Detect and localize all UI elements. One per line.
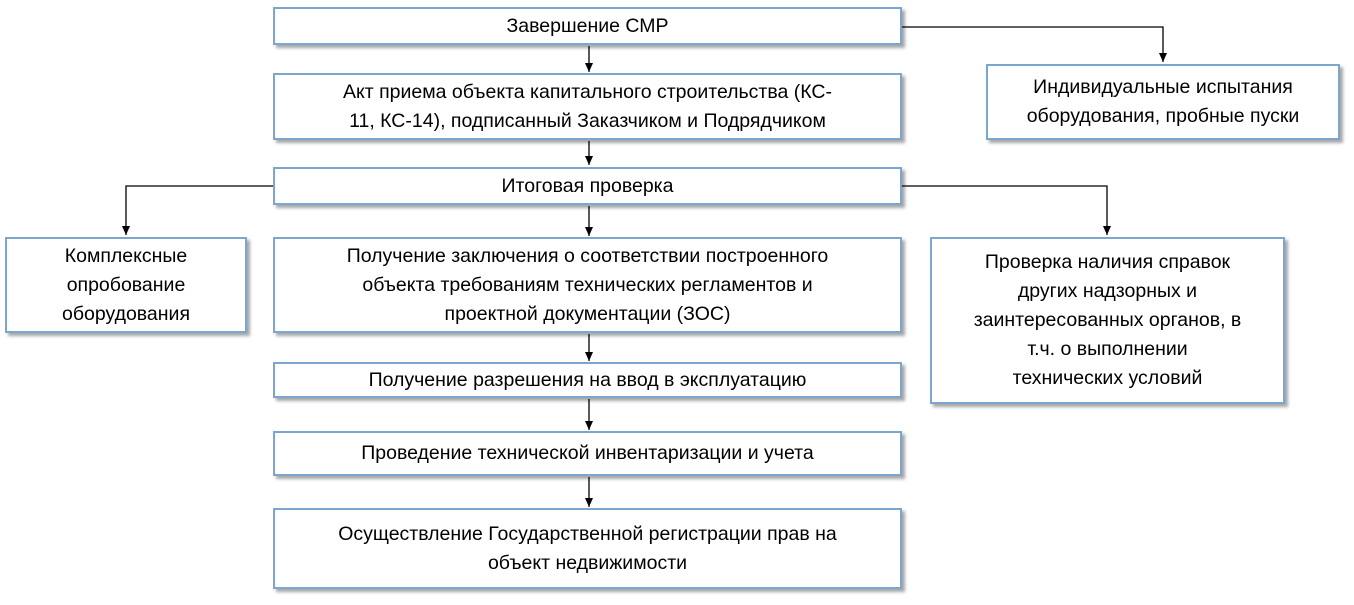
complex-testing-box: Комплексные опробование оборудования [5,237,247,333]
arrow-completion-individual-tests [902,27,1163,62]
conformity-conclusion-box: Получение заключения о соответствии построенного объекта требованиям технических регламентов и проектной документации (ЗОС) [273,237,902,333]
completion-box: Завершение СМР [273,7,902,45]
individual-tests-box: Индивидуальные испытания оборудования, пробные пуски [986,64,1340,140]
state-registration-box: Осуществление Государственной регистрации прав на объект недвижимости [273,508,902,589]
arrow-final-complex-testing [126,186,273,235]
arrow-final-certificates-check [902,186,1107,235]
final-inspection-box: Итоговая проверка [273,167,902,205]
commissioning-permit-box: Получение разрешения на ввод в эксплуатацию [273,362,902,398]
technical-inventory-box: Проведение технической инвентаризации и учета [273,431,902,476]
acceptance-act-box: Акт приема объекта капитального строительства (КС- 11, КС-14), подписанный Заказчиком и Подрядчиком [273,73,902,140]
certificates-check-box: Проверка наличия справок других надзорных и заинтересованных органов, в т.ч. о выполнении технических условий [930,237,1285,404]
